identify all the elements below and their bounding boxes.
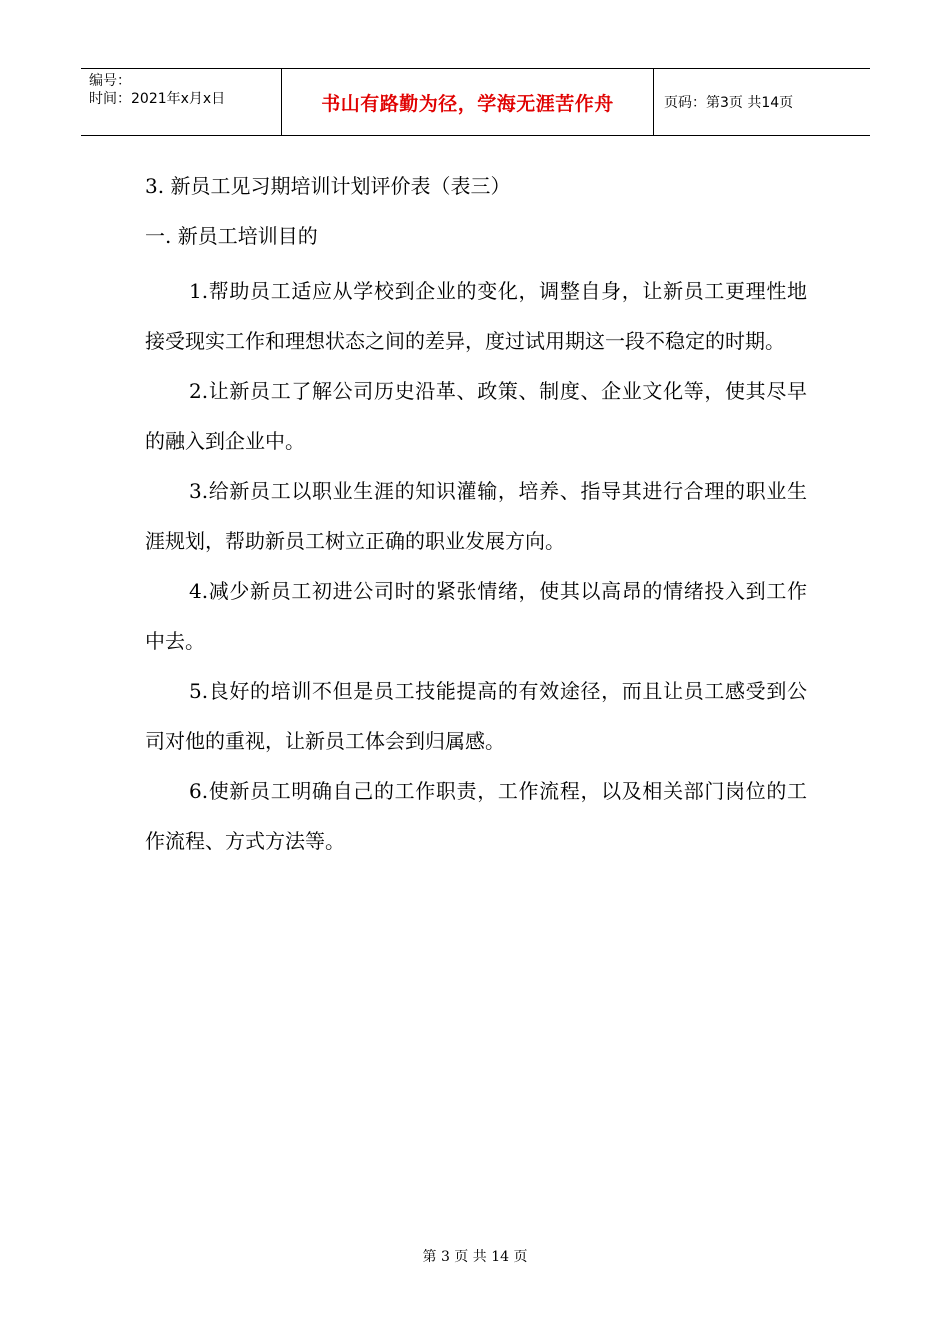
document-date: 时间：2021年x月x日	[89, 91, 226, 107]
paragraph-3: 3.给新员工以职业生涯的知识灌输，培养、指导其进行合理的职业生涯规划，帮助新员工树立正确的职业发展方向。	[145, 479, 807, 553]
page-header	[81, 68, 870, 136]
paragraph-6: 6.使新员工明确自己的工作职责，工作流程，以及相关部门岗位的工作流程、方式方法等。	[145, 779, 807, 853]
document-body	[145, 166, 807, 866]
header-page-cell	[654, 69, 870, 135]
header-motto-cell	[282, 69, 654, 135]
page-footer	[0, 1246, 950, 1266]
header-motto: 书山有路勤为径，学海无涯苦作舟	[321, 92, 614, 115]
paragraph-2: 2.让新员工了解公司历史沿革、政策、制度、企业文化等，使其尽早的融入到企业中。	[145, 379, 807, 453]
paragraph-5: 5.良好的培训不但是员工技能提高的有效途径，而且让员工感受到公司对他的重视，让新员工体会到归属感。	[145, 679, 807, 753]
section-title: 3. 新员工见习期培训计划评价表（表三）	[145, 174, 511, 198]
paragraph-1: 1.帮助员工适应从学校到企业的变化，调整自身，让新员工更理性地接受现实工作和理想状态之间的差异，度过试用期这一段不稳定的时期。	[145, 279, 807, 353]
footer-page-indicator: 第 3 页 共 14 页	[422, 1249, 528, 1265]
document-number-label: 编号：	[89, 73, 131, 89]
subsection-title: 一. 新员工培训目的	[145, 224, 318, 248]
paragraph-4: 4.减少新员工初进公司时的紧张情绪，使其以高昂的情绪投入到工作中去。	[145, 579, 807, 653]
header-meta-cell	[81, 69, 282, 135]
header-page-code: 页码：第3页 共14页	[664, 95, 794, 111]
